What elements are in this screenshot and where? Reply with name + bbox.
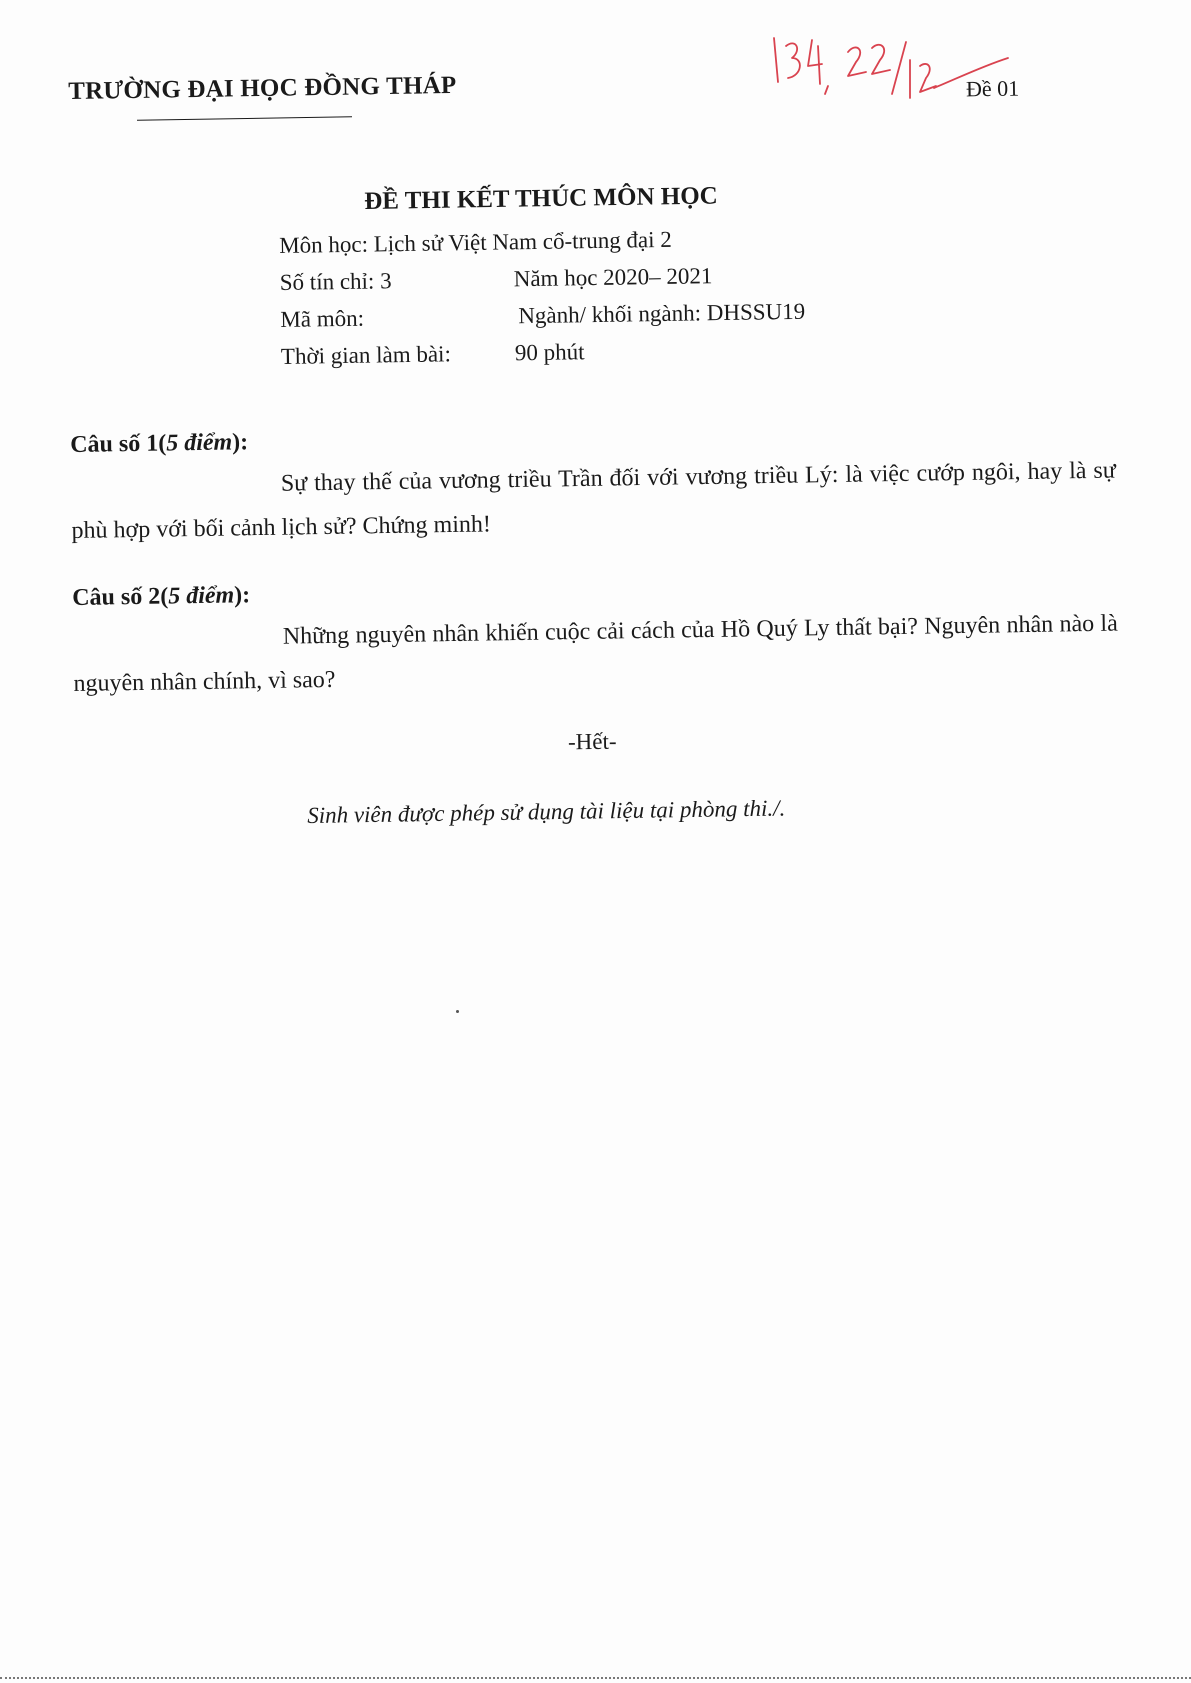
school-name: TRƯỜNG ĐẠI HỌC ĐỒNG THÁP (68, 71, 457, 105)
handwritten-note-text: 134, 22/12 (768, 32, 773, 33)
school-name-underline (137, 116, 352, 120)
credits-label: Số tín chỉ: 3 (279, 268, 392, 295)
question-text: Sự thay thế của vương triều Trần đối với vương triều Lý: là việc cướp ngôi, hay là sự phù hợp với bối cảnh lịch sử? Chứng minh! (71, 457, 1116, 544)
end-mark: -Hết- (567, 728, 617, 755)
course-code-label: Mã môn: (280, 305, 365, 332)
info-row-subject (279, 226, 672, 270)
exam-title: ĐỀ THI KẾT THÚC MÔN HỌC (364, 182, 718, 215)
major-label: Ngành/ khối ngành: DHSSU19 (518, 298, 806, 329)
info-row-credits (279, 263, 713, 307)
subject-label: Môn học: Lịch sử Việt Nam cổ-trung đại 2 (279, 226, 672, 258)
question-text: Những nguyên nhân khiến cuộc cải cách của Hồ Quý Ly thất bại? Nguyên nhân nào là nguyên nhân chính, vì sao? (73, 610, 1118, 697)
exam-code: Đề 01 (965, 75, 1020, 102)
info-row-course (280, 298, 806, 344)
question-1 (70, 416, 1117, 553)
footer-note: Sinh viên được phép sử dụng tài liệu tại phòng thi./. (307, 795, 786, 828)
exam-info (279, 226, 806, 381)
info-row-duration (280, 339, 585, 381)
page-bottom-border (0, 1677, 1191, 1679)
question-2 (72, 569, 1119, 706)
duration-label: Thời gian làm bài: (280, 341, 452, 369)
school-year-label: Năm học 2020– 2021 (513, 263, 713, 292)
scan-speck (456, 1010, 459, 1013)
question-heading: Câu số 2(5 điểm): (72, 582, 251, 611)
question-points: 5 điểm (168, 582, 235, 610)
duration-value: 90 phút (514, 339, 585, 366)
question-points: 5 điểm (166, 429, 233, 457)
question-heading: Câu số 1(5 điểm): (70, 429, 249, 458)
